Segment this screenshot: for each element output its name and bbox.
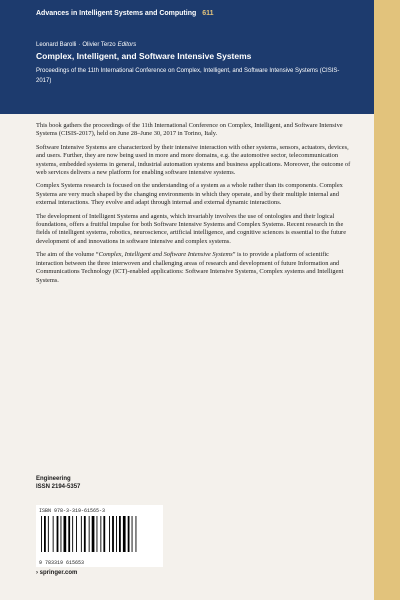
barcode-bar [44,516,46,552]
editor-name: Olivier Terzo [82,42,116,48]
barcode-bar [72,516,73,552]
barcode-bar [41,516,42,552]
cover-header-band [0,0,374,114]
isbn-barcode [36,505,163,567]
barcode-bar [53,516,54,552]
series-name: Advances in Intelligent Systems and Computing [36,10,197,17]
accent-stripe [374,0,400,600]
barcode-digits: 9 783319 615653 [39,560,85,566]
issn-number: ISSN 2194-5357 [36,484,81,490]
isbn-number: ISBN 978-3-319-61565-3 [39,508,106,514]
series-title [36,10,214,17]
barcode-bar [84,516,86,552]
book-title: Complex, Intelligent, and Software Intensive Systems [36,51,252,61]
barcode-bar [100,516,101,552]
barcode-bar [116,516,117,552]
editors-line: Leonard Barolli · Olivier Terzo Editors [36,42,137,48]
barcode-bar [64,516,67,552]
editor-name: Leonard Barolli [36,42,77,48]
barcode-bar [81,516,82,552]
barcode-bar [61,516,62,552]
barcode-bar [92,516,95,552]
barcode-bar [119,516,121,552]
barcode-bar [76,516,77,552]
editors-role: Editors [117,42,137,48]
barcode-bar [109,516,110,552]
barcode-bar [103,516,105,552]
barcode-bar [57,516,59,552]
barcode-bar [132,516,133,552]
blurb-paragraph-aim: The aim of the volume “Complex, Intelligent and Software Intensive Systems” is to provide a platform of scientific interaction between the three interwoven and challenging areas of research and development of future Information and Communications Technology (ICT)-enabled applications: Software Intensive Systems, Complex systems and Intelligent Systems. [36,251,344,284]
blurb-paragraph: The development of Intelligent Systems and agents, which invariably involves the use of ontologies and their logical foundations, offers a fruitful impulse for both Software Intensive Systems and Complex Systems. Recent research in the fields of intelligent systems, robotics, neuroscience, artificial intelligence, and cognitive sciences is essential to the future development of and innovations in software intensive and complex systems. [36,212,347,245]
volume-title-emphasis: Complex, Intelligent and Software Intensive Systems [98,251,233,259]
blurb-paragraph: Software Intensive Systems are characterized by their intensive interaction with other systems, sensors, actuators, devices, and users. Further, they are now being used in more and more domains, e.g. the automotive sector, telecommunication systems, embedded systems in general, industrial automation systems and business applications. Moreover, the outcome of web services delivers a new platform for enabling software intensive systems. [36,143,351,177]
book-subtitle: Proceedings of the 11th International Conference on Complex, Intelligent, and Software Intensive Systems (CISIS-2017) [36,68,340,84]
barcode-bar [48,516,49,552]
blurb-text [36,122,354,290]
barcode-bar [123,516,126,552]
subject-category: Engineering [36,476,71,482]
barcode-bar [136,516,137,552]
publisher-website: › springer.com [36,570,78,576]
volume-number: 611 [202,10,214,17]
blurb-paragraph: This book gathers the proceedings of the 11th International Conference on Complex, Intelligent, and Software Intensive Systems (CISIS-2017), held on June 28–June 30, 2017 in Torino, Italy. [36,122,343,138]
barcode-bars [39,516,160,558]
barcode-bar [128,516,130,552]
subject-block [36,475,80,491]
barcode-bar [97,516,98,552]
blurb-paragraph: Complex Systems research is focused on the understanding of a system as a whole rather than its components. Complex Systems are very much shaped by the changing environments in which they operate, and by their multiple internal and external interactions. They evolve and adapt through internal and external dynamic interactions. [36,182,343,207]
barcode-bar [68,516,70,552]
barcode-bar [112,516,114,552]
barcode-bar [89,516,90,552]
